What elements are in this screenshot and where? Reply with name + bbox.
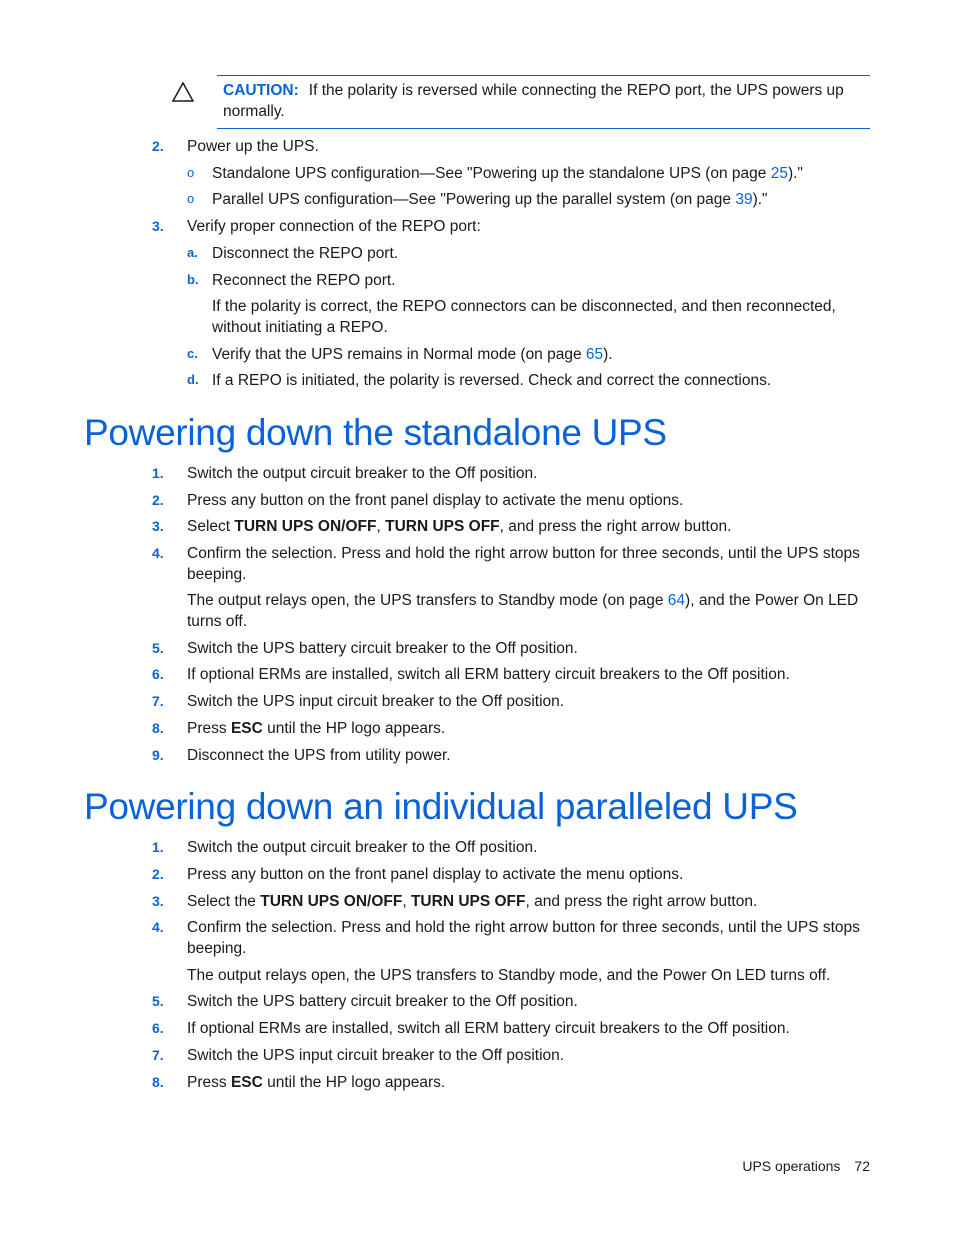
caution-text: If the polarity is reversed while connecting the REPO port, the UPS powers up normally. [223,82,844,120]
step-number: 9. [152,747,164,763]
step-number: 5. [152,993,164,1009]
sub-item-text: Standalone UPS configuration—See "Powering up the standalone UPS (on page [212,165,771,182]
step-text-part: Press [187,720,231,737]
step-number: 4. [152,545,164,561]
step-text: Switch the UPS input circuit breaker to the Off position. [187,693,565,710]
step-text: Confirm the selection. Press and hold the right arrow button for three seconds, until the UPS stops beeping. [187,919,860,957]
step-number: 7. [152,1047,164,1063]
page-link[interactable]: 64 [667,592,686,609]
caution-text-block [223,80,863,122]
step-text: Disconnect the UPS from utility power. [187,747,451,764]
bullet-mark: o [187,191,195,206]
step-text-part: , and press the right arrow button. [525,893,758,910]
bullet-mark: o [187,165,195,180]
caution-label: CAUTION: [223,82,299,99]
step-number: 2. [152,138,164,154]
sub-letter: a. [187,245,198,260]
step-text: Switch the output circuit breaker to the Off position. [187,839,538,856]
sub-item-text: )." [787,165,803,182]
step-note [187,590,877,632]
sub-item [212,163,877,184]
step-text: Switch the UPS battery circuit breaker to the Off position. [187,640,578,657]
menu-option: TURN UPS OFF [385,518,500,535]
sub-note: If the polarity is correct, the REPO connectors can be disconnected, and then reconnected, without initiating a REPO. [212,298,836,336]
section-heading: Powering down an individual paralleled UPS [84,786,798,827]
key-name: ESC [230,720,263,737]
sub-item-text: ). [603,346,613,363]
step-number: 3. [152,893,164,909]
section-heading: Powering down the standalone UPS [84,412,667,453]
menu-option: TURN UPS ON/OFF [234,518,377,535]
step-number: 5. [152,640,164,656]
step-number: 4. [152,919,164,935]
step-number: 1. [152,465,164,481]
step-text [187,516,877,537]
step-text: Press any button on the front panel display to activate the menu options. [187,866,684,883]
step-number: 3. [152,218,164,234]
step-text-part: , [376,518,386,535]
sub-item-text: Parallel UPS configuration—See "Powering up the parallel system (on page [212,191,736,208]
caution-box [217,75,870,129]
step-text: Switch the UPS input circuit breaker to the Off position. [187,1047,565,1064]
step-text-part: Select the [187,893,261,910]
step-text: Confirm the selection. Press and hold the right arrow button for three seconds, until the UPS stops beeping. [187,545,860,583]
step-text-part: , [402,893,411,910]
sub-letter: c. [187,346,198,361]
step-number: 8. [152,720,164,736]
step-number: 2. [152,866,164,882]
step-number: 3. [152,518,164,534]
sub-item: If a REPO is initiated, the polarity is reversed. Check and correct the connections. [212,372,772,389]
sub-letter: b. [187,272,199,287]
step-text-part: , and press the right arrow button. [499,518,732,535]
step-text [187,718,877,739]
step-note: The output relays open, the UPS transfers to Standby mode, and the Power On LED turns off. [187,967,831,984]
step-number: 6. [152,1020,164,1036]
sub-item-text: )." [752,191,768,208]
step-text: Verify proper connection of the REPO port: [187,218,481,235]
menu-option: TURN UPS OFF [410,893,526,910]
step-number: 8. [152,1074,164,1090]
sub-item [212,344,877,365]
sub-letter: d. [187,372,199,387]
step-text: Switch the UPS battery circuit breaker to the Off position. [187,993,578,1010]
page-link[interactable]: 25 [770,165,788,182]
step-text-part: until the HP logo appears. [262,720,446,737]
step-text-part: until the HP logo appears. [262,1074,446,1091]
step-number: 6. [152,666,164,682]
page-footer [742,1158,870,1174]
step-text-part: Press [187,1074,231,1091]
page-number: 72 [854,1158,870,1174]
step-number: 2. [152,492,164,508]
page-link[interactable]: 65 [585,346,604,363]
step-text: Switch the output circuit breaker to the Off position. [187,465,538,482]
step-text: Power up the UPS. [187,138,319,155]
step-text-part: ), and the Power On LED turns off. [187,592,859,630]
sub-item-text: Verify that the UPS remains in Normal mode (on page [212,346,586,363]
key-name: ESC [230,1074,263,1091]
step-text: If optional ERMs are installed, switch all ERM battery circuit breakers to the Off position. [187,666,790,683]
step-text-part: Select [187,518,235,535]
warning-triangle-icon [172,82,194,102]
sub-item: Disconnect the REPO port. [212,245,399,262]
page-link[interactable]: 39 [735,191,753,208]
menu-option: TURN UPS ON/OFF [260,893,403,910]
footer-section: UPS operations [742,1158,841,1174]
step-text: Press any button on the front panel display to activate the menu options. [187,492,684,509]
step-number: 7. [152,693,164,709]
step-text-part: The output relays open, the UPS transfers to Standby mode (on page [187,592,668,609]
step-text [187,1072,877,1093]
sub-item: Reconnect the REPO port. [212,272,396,289]
step-text: If optional ERMs are installed, switch all ERM battery circuit breakers to the Off position. [187,1020,790,1037]
sub-item [212,189,877,210]
step-text [187,891,877,912]
step-number: 1. [152,839,164,855]
